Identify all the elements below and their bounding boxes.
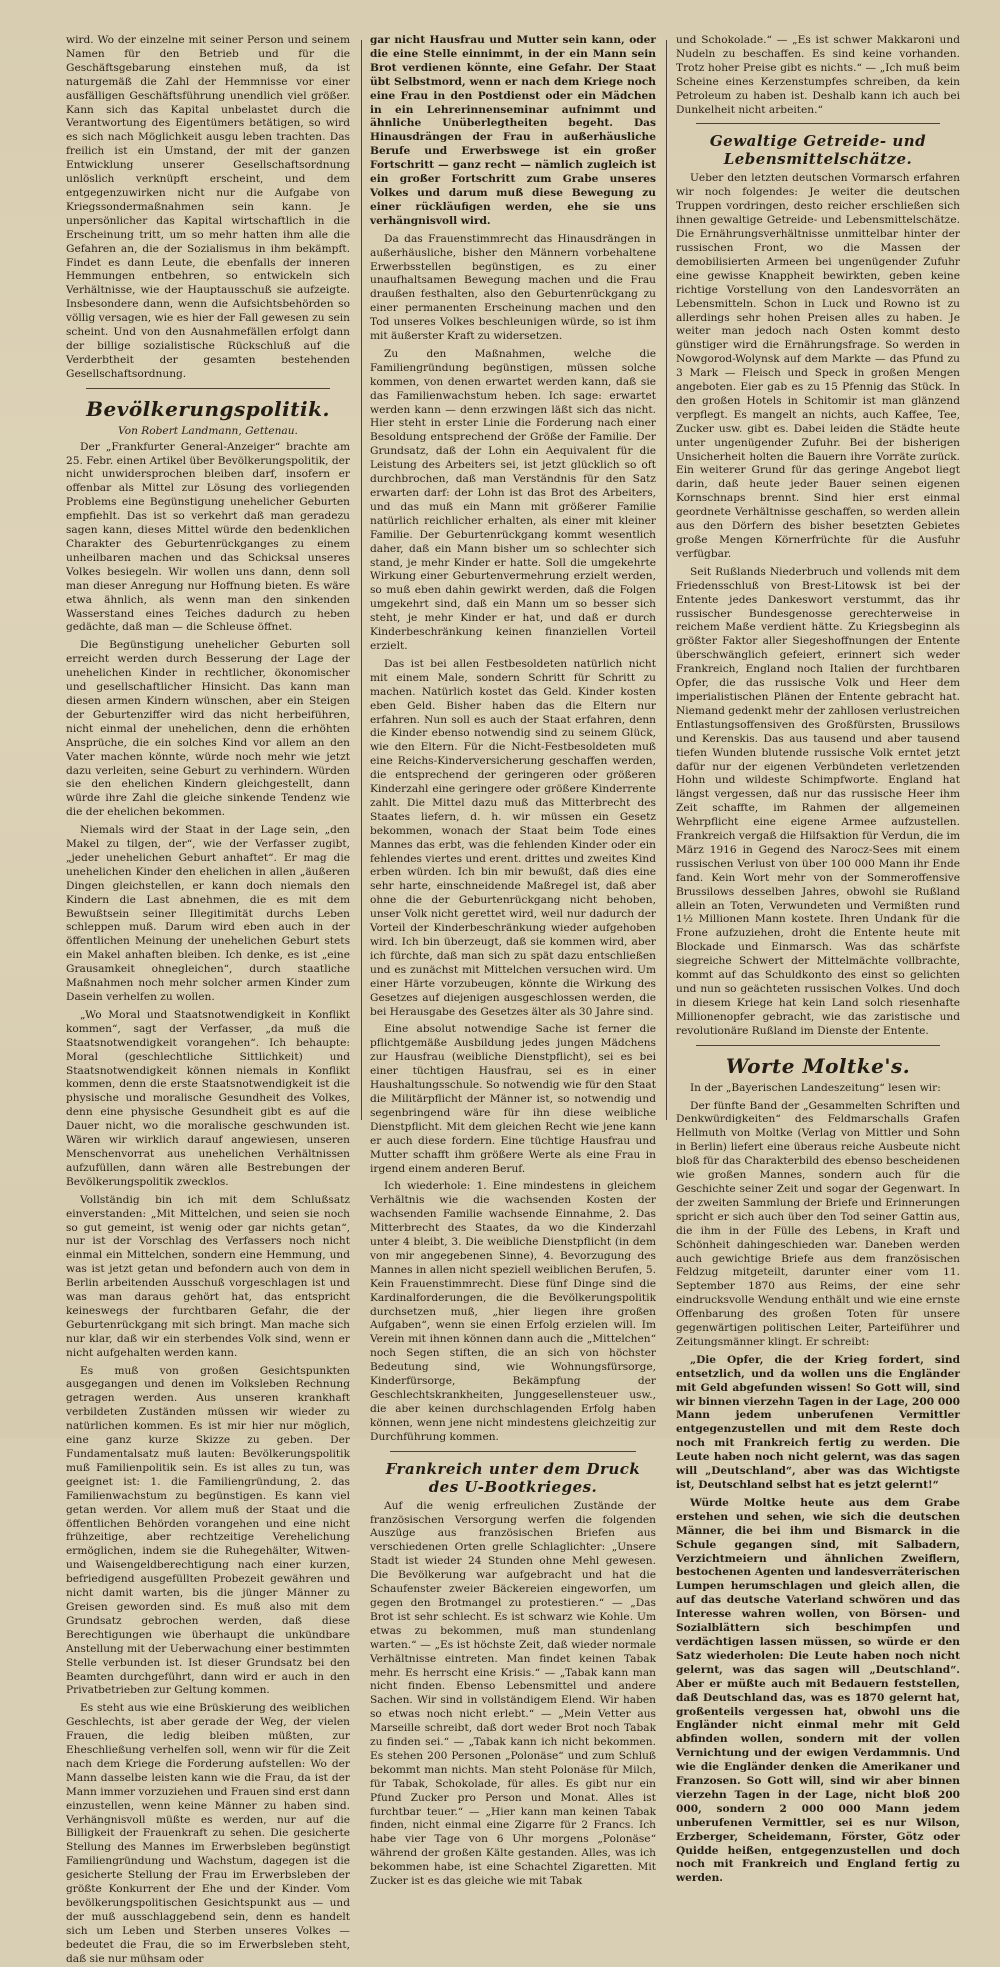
paragraph: Würde Moltke heute aus dem Grabe erstehen und sehen, wie sich die deutschen Männer, die bei ihm und Bismarck in die Schule gegangen sind, mit Salbadern, Verzichtmeiern und ähnlichen Zweiflern, bestochenen Agenten und landesverräterischen Lumpen herumschlagen und gleich allen, die auf das deutsche Vaterland schwören und das Interesse wahren wollen, von Börsen- und Sozialblättern sich beschimpfen und verdächtigen lassen müssen, so würde er den Satz wiederholen: Die Leute haben noch nicht gelernt, was das sagen will „Deutschland“. Aber er müßte auch mit Bedauern feststellen, daß Deutschland das, was es 1870 gelernt hat, großenteils vergessen hat, obwohl uns die Engländer nicht einmal mehr mit Geld abfinden wollen, sondern mit der vollen Vernichtung und der ewigen Verdammnis. Und wie die Engländer denken die Amerikaner und Franzosen. So Gott will, sind wir aber binnen vierzehn Tagen in der Lage, nicht bloß 200 000, sondern 2 000 000 Mann jedem unberufenen Vermittler, sei es nur Wilson, Erzberger, Scheidemann, Förster, Götz oder Quidde heißen, entgegenzustellen und doch noch mit Frankreich und England fertig zu werden.	[676, 1496, 960, 1885]
article-byline: Von Robert Landmann, Gettenau.	[118, 424, 298, 437]
column-2	[362, 0, 664, 1888]
paragraph: Der fünfte Band der „Gesammelten Schriften und Denkwürdigkeiten“ des Feldmarschalls Grafen Hellmuth von Moltke (Verlag von Mittler und Sohn in Berlin) liefert eine überaus reiche Ausbeute nicht bloß für das Charakterbild des ebenso bescheidenen wie großen Mannes, sondern auch für die Geschichte seiner Zeit und sogar der Gegenwart. In der zweiten Sammlung der Briefe und Erinnerungen spricht er sich auch über den Tod seiner Gattin aus, die ihm in der Fülle des Lebens, in Kraft und Schönheit dahingeschieden war. Daneben werden auch gewichtige Briefe aus dem französischen Feldzug mitgeteilt, darunter einer vom 11. September 1870 aus Reims, der eine sehr eindrucksvolle Wendung enthält und wie eine ernste Offenbarung des großen Toten für unsere gegenwärtigen politischen Leiter, Parteiführer und Zeitungsmänner klingt. Er schreibt:	[676, 1099, 960, 1348]
paragraph: Die Begünstigung unehelicher Geburten soll erreicht werden durch Besserung der Lage der unehelichen Kinder in rechtlicher, ökonomischer und gesellschaftlicher Hinsicht. Das kann man diesen armen Kindern wünschen, aber ein Steigen der Geburtenziffer wird das nicht herbeiführen, nicht einmal der unehelichen, denn die erhöhten Ansprüche, die ein solches Kind vor allem an den Vater machen könnte, würde noch mehr wie jetzt dazu verleiten, seine Geburt zu verhindern. Würden sie den ehelichen Kindern gleichgestellt, dann würde ihre Zahl die gleiche sinkende Tendenz wie die der ehelichen bekommen.	[66, 639, 350, 819]
column-1	[58, 0, 358, 1965]
paragraph: Vollständig bin ich mit dem Schlußsatz einverstanden: „Mit Mittelchen, und seien sie noch so gut gemeint, ist wenig oder gar nichts getan“, nur ist der Vorschlag des Verfassers noch nicht einmal ein Mittelchen, sondern eine Hemmung, und was ist jetzt getan und befondern auch von dem in Berlin arbeitenden Ausschuß vorgeschlagen ist und was man daraus gehört hat, das entspricht keineswegs der furchtbaren Gefahr, die der Geburtenrückgang mit sich bringt. Man mache sich nur klar, daß wir ein sterbendes Volk sind, wenn er nicht aufgehalten werden kann.	[66, 1193, 350, 1359]
paragraph: Eine absolut notwendige Sache ist ferner die pflichtgemäße Ausbildung jedes jungen Mädchens zur Hausfrau (weibliche Dienstpflicht), sei es bei einer tüchtigen Hausfrau, sei es in einer Haushaltungsschule. So notwendig wie für den Staat die Militärpflicht der Männer ist, so notwendig und segenbringend wäre für ihn diese weibliche Dienstpflicht. Mit dem gleichen Recht wie jene kann er auch diese fordern. Eine tüchtige Hausfrau und Mutter schafft ihm größere Werte als eine Frau in irgend einem anderen Beruf.	[370, 1023, 656, 1175]
bold-section	[370, 34, 656, 229]
divider	[696, 1045, 940, 1046]
column-3	[668, 0, 968, 1885]
article-title-moltke: Worte Moltke's.	[725, 1053, 911, 1078]
divider	[696, 123, 940, 124]
paragraph: Das ist bei allen Festbesoldeten natürlich nicht mit einem Male, sondern Schritt für Schritt zu machen. Natürlich kostet das Geld. Kinder kosten eben Geld. Bisher haben das die Eltern nur erfahren. Nun soll es auch der Staat erfahren, denn die Kinder ebenso notwendig sind zu seinem Glück, wie den Eltern. Für die Nicht-Festbesoldeten muß eine Reichs-Kinderversicherung geschaffen werden, die entsprechend der geringeren oder größeren Kinderzahl eine geringere oder größere Kinderrente zahlt. Die Mittel dazu muß das Mitterbrecht des Staates liefern, d. h. wir müssen ein Gesetz bekommen, wonach der Staat beim Tode eines Mannes das erbt, was die fehlenden Kinder oder ein fehlendes viertes und erent. drittes und zweites Kind erben würden. Ich bin mir bewußt, daß dies eine sehr harte, einschneidende Maßregel ist, daß aber ohne die der Geburtenrückgang nicht behoben, unser Volk nicht gerettet wird, weil nur dadurch der Vorteil der Kinderbeschränkung wieder aufgehoben wird. Ich bin überzeugt, daß sie kommen wird, aber ich fürchte, daß man sich zu spät dazu entschließen und es zunächst mit Mittelchen versuchen wird. Um einer Härte vorzubeugen, könnte die Wirkung des Gesetzes auf diejenigen ausgeschlossen werden, die bei Herausgabe des Gesetzes älter als 30 Jahre sind.	[370, 657, 656, 1018]
continued-paragraph: wird. Wo der einzelne mit seiner Person und seinem Namen für den Betrieb und für die Geschäftsgebarung einstehen muß, da ist naturgemäß die Zahl der Hemmnisse vor einer ausfälligen Geschäftsführung unendlich viel größer. Kann sich das Kapital unbelastet durch die Verantwortung des Eigentümers betätigen, so wird es sich nach Möglichkeit ausgu leben trachten. Das freilich ist ein Umstand, der mit der ganzen Entwicklung unserer Gesellschaftsordnung unlöslich verknüpft erscheint, und dem entgegenzuwirken nicht nur die Aufgabe von Kriegssondermaßnahmen sein kann. Je unpersönlicher das Kapital wirtschaftlich in die Erscheinung tritt, um so mehr hatten ihm alle die Gefahren an, die der Sozialismus in ihm bekämpft. Findet es dann Leute, die ebenfalls der inneren Hemmungen entbehren, so entwickeln sich Verhältnisse, wie der Hauptausschuß sie aufzeigte. Insbesondere dann, wenn die Aufsichtsbehörden so völlig versagen, wie es hier der Fall gewesen zu sein scheint. Und von den Ausnahmefällen erfolgt dann der billige sozialistische Rückschluß auf die Verderbtheit der gesamten bestehenden Gesellschaftsordnung.	[66, 34, 350, 380]
paragraph: „Wo Moral und Staatsnotwendigkeit in Konflikt kommen“, sagt der Verfasser, „da muß die Staatsnotwendigkeit vorangehen“. Ich behaupte: Moral (geschlechtliche Sittlichkeit) und Staatsnotwendigkeit können niemals in Konflikt kommen, denn die erste Staatsnotwendigkeit ist die physische und moralische Gesundheit des Volkes, denn eine physische Gesundheit gibt es auf die Dauer nicht, wo die moralische geschwunden ist. Wären wir wirklich darauf angewiesen, unseren Menschenvorrat aus unehelichen Verhältnissen aufzufüllen, dann wären alle Bestrebungen der Bevölkerungspolitik zwecklos.	[66, 1008, 350, 1188]
quote-paragraph: „Die Opfer, die der Krieg fordert, sind entsetzlich, und da wollen uns die Engländer mit Geld abgefunden wissen! So Gott will, sind wir binnen vierzehn Tagen in der Lage, 200 000 Mann jedem unberufenen Vermittler entgegenzustellen und mit dem Reste doch noch mit Frankreich fertig zu werden. Die Leute haben noch nicht gelernt, was das sagen will „Deutschland“, aber was das Wichtigste ist, Deutschland selbst hat es jetzt gelernt!“	[676, 1353, 960, 1491]
paragraph: Es steht aus wie eine Brüskierung des weiblichen Geschlechts, ist aber gerade der Weg, der vielen Frauen, die ledig bleiben müßten, zur Eheschließung verhelfen soll, wenn wir für die Zeit nach dem Kriege die Forderung aufstellen: Wo der Mann dasselbe leisten kann wie die Frau, da ist der Mann immer vorzuziehen und Frauen sind erst dann einzustellen, wenn keine Männer zu haben sind. Verhängnisvoll müßte es werden, nur auf die Billigkeit der Frauenkraft zu sehen. Die gesicherte Stellung des Mannes im Erwerbsleben begünstigt Familiengründung und Wachstum, dagegen ist die gesicherte Stellung der Frau im Erwerbsleben der größte Konkurrent der Ehe und der Kinder. Vom bevölkerungspolitischen Gesichtspunkt aus — und der muß ausschlaggebend sein, denn es handelt sich um Leben und Sterben unseres Volkes — bedeutet die Frau, die so im Erwerbsleben steht, daß sie nur mühsam oder	[66, 1702, 350, 1965]
paragraph: Auf die wenig erfreulichen Zustände der französischen Versorgung werfen die folgenden Auszüge aus französischen Briefen aus verschiedenen Orten grelle Schlaglichter: „Unsere Stadt ist wieder 24 Stunden ohne Mehl gewesen. Die Bevölkerung war aufgebracht und hat die Schaufenster zweier Bäckereien eingeworfen, um gegen den Brotmangel zu protestieren.“ — „Das Brot ist sehr schlecht. Es ist schwarz wie Kohle. Um etwas zu bekommen, muß man stundenlang warten.“ — „Es ist höchste Zeit, daß wieder normale Verhältnisse eintreten. Man findet keinen Tabak mehr. Es herrscht eine Krisis.“ — „Tabak kann man nicht finden. Ebenso Lebensmittel und andere Sachen. Wir sind in vollständigem Elend. Wir haben so etwas noch nicht erlebt.“ — „Mein Vetter aus Marseille schreibt, daß dort weder Brot noch Tabak zu finden sei.“ — „Tabak kann ich nicht bekommen. Es stehen 200 Personen „Polonäse“ und zum Schluß bekommt man nichts. Man steht Polonäse für Milch, für Tabak, Schokolade, für alles. Es gibt nur ein Pfund Zucker pro Person und Monat. Alles ist furchtbar teuer.“ — „Hier kann man keinen Tabak finden, nicht einmal eine Zigarre für 2 Francs. Ich habe vier Tage von 6 Uhr morgens „Polonäse“ während der großen Kälte gestanden. Alles, was ich bekommen habe, ist eine Schachtel Zigaretten. Mit Zucker ist es das gleiche wie mit Tabak	[370, 1499, 656, 1888]
continued-paragraph: und Schokolade.“ — „Es ist schwer Makkaroni und Nudeln zu beschaffen. Es sind keine vorhanden. Trotz hoher Preise gibt es nichts.“ — „Ich muß beim Scheine eines Kerzenstumpfes schreiben, da kein Petroleum zu haben ist. Deshalb kann ich auch bei Dunkelheit nicht arbeiten.“	[676, 34, 960, 116]
paragraph: Zu den Maßnahmen, welche die Familiengründung begünstigen, müssen solche kommen, von denen erwartet werden kann, daß sie das Familienwachstum heben. Ich sage: erwartet werden kann — denn erzwingen läßt sich das nicht. Hier steht in erster Linie die Forderung nach einer Besoldung entsprechend der Größe der Familie. Der Grundsatz, daß der Lohn ein Aequivalent für die Leistung des Arbeiters sei, ist jetzt glücklich so oft durchbrochen, daß man Verständnis für den Satz erwarten darf: der Lohn ist das Brot des Arbeiters, und das muß ein Mann mit größerer Familie natürlich reichlicher erhalten, als einer mit kleiner Familie. Der Geburtenrückgang kommt wesentlich daher, daß ein Mann bisher um so schlechter sich stand, je mehr Kinder er hatte. Soll die umgekehrte Wirkung einer Geburtenvermehrung erzielt werden, so muß eben dahin gewirkt werden, daß die Folgen umgekehrt sind, daß ein Mann um so besser sich steht, je mehr Kinder er hat, und daß er durch Kinderbeschränkung keinen finanziellen Vorteil erzielt.	[370, 347, 656, 652]
paragraph: Ich wiederhole: 1. Eine mindestens in gleichem Verhältnis wie die wachsenden Kosten der wachsenden Familie wachsende Einnahme, 2. Das Mitterbrecht des Staates, da wo die Kinderzahl unter 4 bleibt, 3. Die weibliche Dienstpflicht (in dem von mir angegebenen Sinne), 4. Bevorzugung des Mannes in allen nicht speziell weiblichen Berufen, 5. Kein Frauenstimmrecht. Diese fünf Dinge sind die Kardinalforderungen, die die Bevölkerungspolitik durchsetzen muß, „hier liegen ihre großen Aufgaben“, wenn sie einen Erfolg erzielen will. Im Verein mit ihnen können dann auch die „Mittelchen“ noch Segen stiften, die an sich von höchster Bedeutung sind, wie Wohnungsfürsorge, Kinderfürsorge, Bekämpfung der Geschlechtskrankheiten, Junggesellensteuer usw., die aber keinen durchschlagenden Erfolg haben können, wenn jene nicht mindestens gleichzeitig zur Durchführung kommen.	[370, 1180, 656, 1443]
paragraph: Niemals wird der Staat in der Lage sein, „den Makel zu tilgen, der“, wie der Verfasser zugibt, „jeder unehelichen Geburt anhaftet“. Er mag die unehelichen Kinder den ehelichen in allen „äußeren Dingen gleichstellen, er kann doch niemals den Kindern die Last abnehmen, die es mit dem Bewußtsein seiner Illegitimität durchs Leben schleppen muß. Darum wird eben auch in der öffentlichen Meinung der unehelichen Geburt stets ein Makel anhaften bleiben. Ich denke, es ist „eine Grausamkeit ohnegleichen“, durch staatliche Maßnahmen noch mehr solcher armen Kinder zum Dasein verhelfen zu wollen.	[66, 824, 350, 1003]
paragraph: In der „Bayerischen Landeszeitung“ lesen wir:	[690, 1081, 941, 1094]
column-rule	[666, 40, 667, 1120]
divider	[86, 388, 330, 389]
article-title-frankreich: Frankreich unter dem Druck des U-Bootkrieges.	[385, 1459, 641, 1496]
paragraph: Ueber den letzten deutschen Vormarsch erfahren wir noch folgendes: Je weiter die deutschen Truppen vordringen, desto reicher erschließen sich ihnen gewaltige Getreide- und Lebensmittelschätze. Die Ernährungsverhältnisse unmittelbar hinter der russischen Front, wo die Massen der demobilisierten Armeen bei ungenügender Zufuhr eine gewisse Knappheit bewirkten, geben keine richtige Vorstellung von den Landesvorräten an Lebensmitteln. Schon in Luck und Rowno ist zu allerdings sehr hohen Preisen alles zu haben. Je weiter man jedoch nach Osten kommt desto günstiger wird die Ernährungsfrage. So werden in Nowgorod-Wolynsk auf dem Markte — das Pfund zu 3 Mark — Fleisch und Speck in großen Mengen angeboten. Eier gab es zu 15 Pfennig das Stück. In den großen Hotels in Schitomir ist man glänzend verpflegt. Es mangelt an nichts, auch Kaffee, Tee, Zucker usw. gibt es. Dabei leiden die Städte heute unter ungenügender Zufuhr. Bei der bisherigen Unsicherheit holten die Bauern ihre Vorräte zurück. Ein weiterer Grund für das geringe Angebot liegt darin, daß heute jeder Bauer seinen eigenen Kornschnaps brennt. Sind hier erst einmal geordnete Verhältnisse geschaffen, so werden allein aus den Dörfern des bisher besetzten Gebietes große Mengen Körnerfrüchte für die Ausfuhr verfügbar.	[676, 172, 960, 560]
paragraph: gar nicht Hausfrau und Mutter sein kann, oder die eine Stelle einnimmt, in der ein Mann sein Brot verdienen könnte, eine Gefahr. Der Staat übt Selbstmord, wenn er nach dem Kriege noch eine Frau in den Postdienst oder ein Mädchen in ein Lehrerinnenseminar aufnimmt und ähnliche Unüberlegtheiten begeht. Das Hinausdrängen der Frau in außerhäusliche Berufe und Erwerbswege ist ein großer Fortschritt — ganz recht — nämlich zugleich ist ein großer Fortschritt zum Grabe unseres Volkes und darum muß diese Bewegung zu einer rückläufigen werden, ehe sie uns verhängnisvoll wird.	[370, 34, 656, 227]
paragraph: Seit Rußlands Niederbruch und vollends mit dem Friedensschluß von Brest-Litowsk ist bei der Entente jedes Dankeswort verstummt, das ihr russischer Bundesgenosse gerechterweise in reichem Maße verdient hätte. Zu Kriegsbeginn als größter Faktor aller Siegeshoffnungen der Entente überschwänglich gefeiert, erinnert sich weder Frankreich, England noch Italien der furchtbaren Opfer, die das russische Volk und Heer dem imperialistischen Plänen der Entente gebracht hat. Niemand gedenkt mehr der zahllosen verlustreichen Entlastungsoffensiven des Großfürsten, Brussilows und Kerenskis. Das aus tausend und aber tausend tiefen Wunden blutende russische Volk erntet jetzt dafür nur der eigenen Verbündeten verletzenden Hohn und wildeste Schimpfworte. England hat längst vergessen, daß nur das russische Heer ihm Zeit schaffte, im Rahmen der allgemeinen Wehrpflicht eine eigene Armee aufzustellen. Frankreich vergaß die Hilfsaktion für Verdun, die im März 1916 in Gegend des Narocz-Sees mit einem russischen Verlust von über 100 000 Mann ihr Ende fand. Kein Wort mehr von der Sommeroffensive Brussilows desselben Jahres, obwohl sie Rußland allein an Toten, Verwundeten und Vermißten rund 1½ Millionen Mann kostete. Ihren Undank für die Frone aufzuziehen, droht die Entente heute mit Blockade und Einmarsch. Was das schärfste siegreiche Schwert der Mittelmächte vollbrachte, kommt auf das Schuldkonto des einst so gelichten und nun so geächteten russischen Volkes. Und doch in diesem Kriege hat kein Land solch riesenhafte Millionenopfer gebracht, wie das zaristische und revolutionäre Rußland im Dienste der Entente.	[676, 565, 960, 1037]
article-title-bevoelkerungspolitik: Bevölkerungspolitik.	[86, 396, 330, 421]
paragraph: Der „Frankfurter General-Anzeiger“ brachte am 25. Febr. einen Artikel über Bevölkerungspolitik, der nicht unwidersprochen bleiben darf, insofern er offenbar als Mittel zur Lösung des vorliegenden Problems eine Begünstigung unehelicher Geburten empfiehlt. Das ist so verkehrt daß man geradezu sagen kann, dieses Mittel würde den bedenklichen Charakter des Geburtenrückganges zu einem unheilbaren machen und das Schicksal unseres Volkes besiegeln. Wir wollen uns dann, denn soll man dieser Anregung nur Hoffnung bieten. Es wäre etwa ähnlich, als wenn man den sinkenden Wasserstand eines Teiches dadurch zu heben gedächte, daß man — die Schleuse öffnet.	[66, 440, 350, 634]
divider	[390, 1451, 636, 1452]
paragraph: Da das Frauenstimmrecht das Hinausdrängen in außerhäusliche, bisher den Männern vorbehaltene Erwerbsstellen begünstigen, es zu einer unaufhaltsamen Bewegung machen und die Frau draußen festhalten, also den Geburtenrückgang zu einer permanenten Erscheinung machen und den Tod unseres Volkes beschleunigen würde, so ist ihm mit äußerster Kraft zu widersetzen.	[370, 232, 656, 343]
paragraph: Es muß von großen Gesichtspunkten ausgegangen und denen im Volksleben Rechnung getragen werden. Aus unseren krankhaft verbildeten Zuständen müssen wir wieder zu natürlichen kommen. Es ist mir hier nur möglich, eine ganz kurze Skizze zu geben. Der Fundamentalsatz muß lauten: Bevölkerungspolitik muß Familienpolitik sein. Es ist alles zu tun, was geeignet ist: 1. die Familiengründung, 2. das Familienwachstum zu begünstigen. Es kann viel getan werden. Vor allem muß der Staat und die öffentlichen Behörden vorangehen und eine nicht frühzeitige, aber rechtzeitige Verehelichung ermöglichen, indem sie die Ruhegehälter, Witwen- und Waisengeldberechtigung nach einer kurzen, befriedigend ausgefüllten Probezeit gewähren und nicht damit warten, bis die jünger Männer zu Greisen geworden sind. Es muß also mit dem Grundsatz gebrochen werden, daß diese Berechtigungen wie überhaupt die unkündbare Anstellung mit der Ueberwachung einer bestimmten Stelle verbunden ist. Ist dieser Grundsatz bei den Beamten durchgeführt, dann wird er auch in den Privatbetrieben zur Geltung kommen.	[66, 1364, 350, 1697]
article-title-getreide: Gewaltige Getreide- und Lebensmittelschätze.	[709, 132, 927, 169]
